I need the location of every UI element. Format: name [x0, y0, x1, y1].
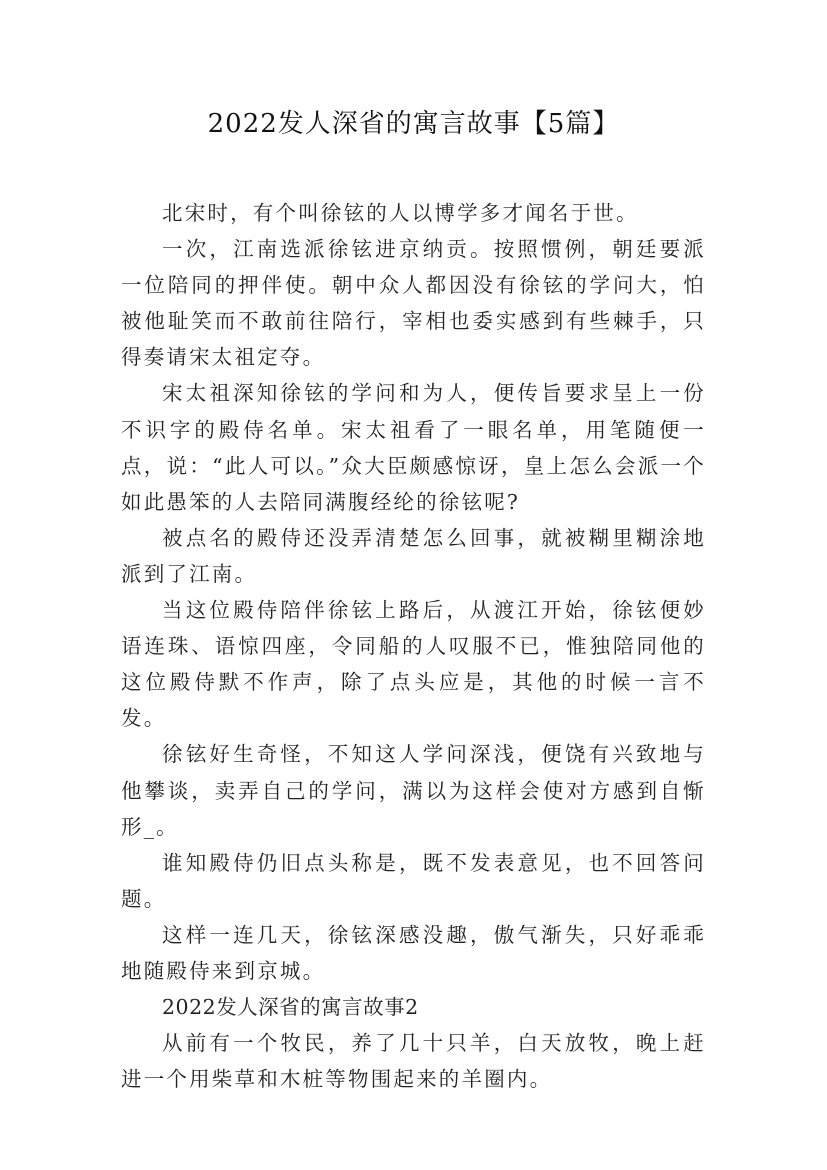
paragraph: 北宋时，有个叫徐铉的人以博学多才闻名于世。 [162, 201, 639, 225]
document-title: 2022发人深省的寓言故事【5篇】 [207, 109, 620, 139]
paragraph: 当这位殿侍陪伴徐铉上路后，从渡江开始，徐铉便妙语连珠、语惊四座，令同船的人叹服不已，惟独陪同他的这位殿侍默不作声，除了点头应是，其他的时候一言不发。 [121, 598, 706, 731]
paragraph: 谁知殿侍仍旧点头称是，既不发表意见，也不回答问题。 [121, 850, 706, 911]
paragraph: 被点名的殿侍还没弄清楚怎么回事，就被糊里糊涂地派到了江南。 [121, 525, 706, 586]
paragraph: 从前有一个牧民，养了几十只羊，白天放牧，晚上赶进一个用柴草和木桩等物围起来的羊圈内。 [121, 1031, 706, 1092]
document-body [121, 195, 706, 1097]
paragraph: 一次，江南选派徐铉进京纳贡。按照惯例，朝廷要派一位陪同的押伴使。朝中众人都因没有徐铉的学问大，怕被他耻笑而不敢前往陪行，宰相也委实感到有些棘手，只得奏请宋太祖定夺。 [121, 237, 706, 370]
paragraph: 这样一连几天，徐铉深感没趣，傲气渐失，只好乖乖地随殿侍来到京城。 [121, 922, 706, 983]
paragraph: 宋太祖深知徐铉的学问和为人，便传旨要求呈上一份不识字的殿侍名单。宋太祖看了一眼名单，用笔随便一点，说：“此人可以。”众大臣颇感惊讶，皇上怎么会派一个如此愚笨的人去陪同满腹经纶的徐铉呢? [121, 381, 706, 514]
section-heading: 2022发人深省的寓言故事2 [162, 995, 419, 1020]
paragraph: 徐铉好生奇怪，不知这人学问深浅，便饶有兴致地与他攀谈，卖弄自己的学问，满以为这样会使对方感到自惭形_。 [121, 742, 706, 839]
